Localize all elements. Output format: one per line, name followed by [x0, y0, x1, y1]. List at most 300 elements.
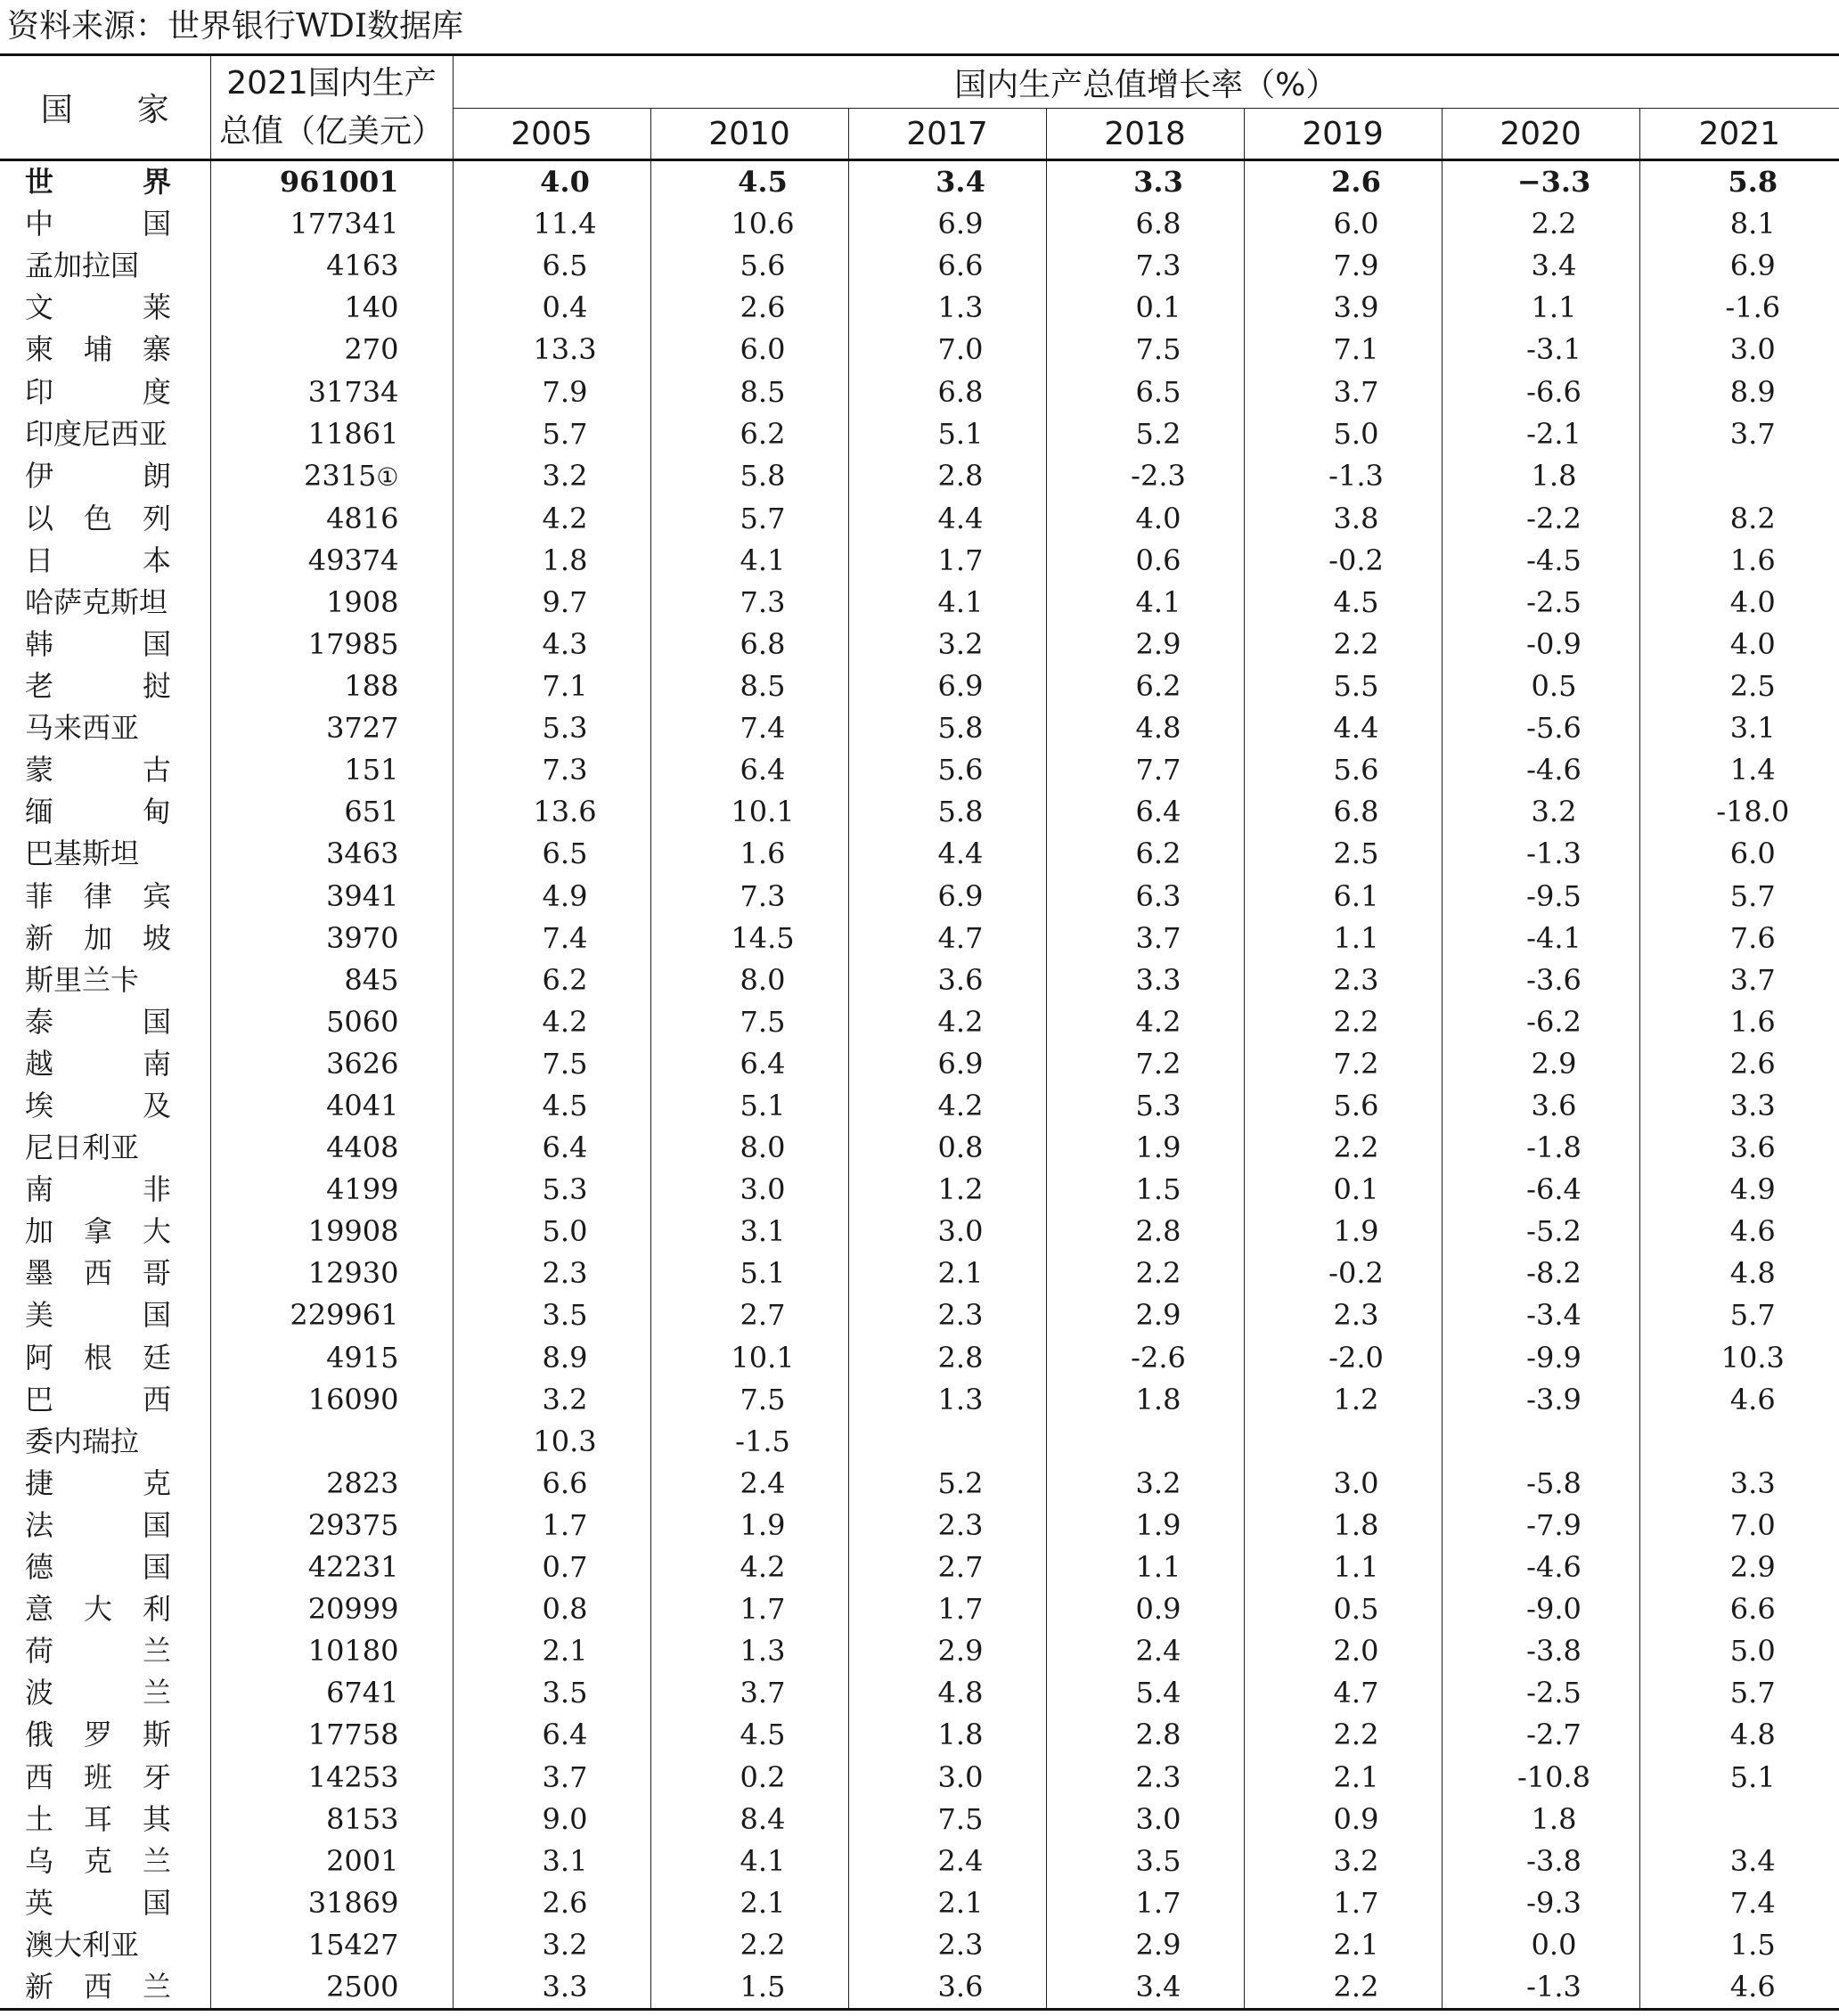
growth-rate-2005: 9.7 — [453, 582, 650, 624]
growth-rate-2020: -3.6 — [1442, 959, 1639, 1001]
country-name-text: 墨 西 哥 — [25, 1256, 171, 1291]
growth-rate-2020: -2.7 — [1442, 1714, 1639, 1756]
growth-rate-2010: 1.5 — [650, 1966, 848, 2010]
country-name-text: 泰 国 — [25, 1004, 171, 1039]
growth-rate-2021: 3.7 — [1729, 962, 1776, 997]
growth-rate-2021: 1.6 — [1729, 543, 1776, 577]
country-name-text: 法 国 — [25, 1507, 171, 1542]
growth-rate-2021: 5.7 — [1729, 1298, 1776, 1333]
growth-rate-2020: -6.4 — [1442, 1169, 1639, 1211]
gdp-value-text: 14253 — [307, 1759, 399, 1794]
country-column-header: 国 家 — [0, 55, 210, 160]
growth-rate-2005: 2.6 — [453, 1882, 650, 1924]
growth-rate-2018: 1.1 — [1046, 1547, 1244, 1588]
country-name-text: 世 界 — [25, 165, 171, 200]
growth-rate-2017: 5.1 — [848, 413, 1046, 455]
growth-rate-2021: 4.8 — [1729, 1256, 1776, 1291]
country-name — [0, 540, 210, 582]
growth-rate-2020: -5.6 — [1442, 707, 1639, 749]
gdp-header-line-1: 2021国内生产 — [226, 64, 437, 102]
growth-rate-2019: 0.9 — [1244, 1799, 1442, 1841]
growth-rate-2018: 2.8 — [1046, 1211, 1244, 1253]
growth-rate-2019: 3.7 — [1244, 371, 1442, 412]
growth-rate-2018: 5.4 — [1046, 1672, 1244, 1714]
growth-rate-2021: 4.6 — [1729, 1214, 1776, 1249]
country-name — [0, 833, 210, 875]
growth-rate-2010: 4.1 — [650, 1841, 848, 1882]
table-row — [0, 1294, 1839, 1336]
country-name-text: 印 度 — [25, 374, 171, 409]
growth-rate-2017: 5.8 — [848, 791, 1046, 833]
table-row — [0, 1421, 1839, 1463]
country-name-text: 柬 埔 寨 — [25, 332, 171, 367]
gdp-2021-value — [210, 540, 453, 582]
growth-rate-2021: 6.0 — [1729, 837, 1776, 871]
growth-rate-2017: 2.1 — [848, 1882, 1046, 1924]
growth-rate-2021: 5.8 — [1728, 165, 1778, 200]
country-name — [0, 1841, 210, 1882]
country-name — [0, 371, 210, 412]
table-row — [0, 707, 1839, 749]
growth-rate-2019: 1.9 — [1244, 1211, 1442, 1253]
growth-rate-2019: 4.7 — [1244, 1672, 1442, 1714]
growth-rate-2019: 2.2 — [1244, 1966, 1442, 2010]
growth-rate-2020: -2.5 — [1442, 582, 1639, 624]
country-name — [0, 1505, 210, 1547]
growth-rate-2005: 4.5 — [453, 1085, 650, 1127]
growth-rate-2017: 2.3 — [848, 1294, 1046, 1336]
country-name-text: 哈萨克斯坦 — [25, 584, 168, 619]
growth-rate-2010: 8.5 — [650, 665, 848, 707]
growth-rate-2019: 2.2 — [1244, 1001, 1442, 1043]
growth-rate-2021: 4.6 — [1639, 1966, 1839, 2010]
growth-rate-2019: 2.1 — [1244, 1924, 1442, 1966]
country-name — [0, 1463, 210, 1505]
table-row — [0, 1043, 1839, 1085]
growth-rate-2017: 1.3 — [848, 287, 1046, 329]
growth-rate-2019: 3.2 — [1244, 1841, 1442, 1882]
growth-rate-2019: 5.0 — [1244, 413, 1442, 455]
growth-rate-2018: -2.6 — [1046, 1337, 1244, 1379]
table-row — [0, 1799, 1839, 1841]
growth-rate-2019: 6.1 — [1244, 876, 1442, 918]
growth-rate-2021: 3.7 — [1729, 416, 1776, 451]
growth-rate-2010: 5.8 — [650, 455, 848, 498]
table-row — [0, 1337, 1839, 1379]
country-name-text: 伊 朗 — [25, 459, 171, 494]
country-name-text: 尼日利亚 — [25, 1130, 140, 1165]
country-name-text: 德 国 — [25, 1550, 171, 1585]
growth-rate-2010: 6.2 — [650, 413, 848, 455]
table-body — [0, 160, 1839, 2010]
growth-rate-2017: 7.5 — [848, 1799, 1046, 1841]
growth-rate-2018: 0.6 — [1046, 540, 1244, 582]
growth-rate-2010: -1.5 — [650, 1421, 848, 1463]
growth-rate-2017: 3.2 — [848, 624, 1046, 665]
growth-rate-2017: 2.1 — [848, 1253, 1046, 1294]
growth-rate-2005: 3.2 — [453, 455, 650, 498]
country-name — [0, 1043, 210, 1085]
country-name-text: 新 加 坡 — [25, 920, 171, 955]
country-name — [0, 1337, 210, 1379]
table-row — [0, 665, 1839, 707]
year-header: 2020 — [1442, 109, 1639, 160]
growth-rate-2017: 6.6 — [848, 245, 1046, 287]
country-name — [0, 707, 210, 749]
growth-rate-2017: 2.8 — [848, 455, 1046, 498]
gdp-2021-value — [210, 1463, 453, 1505]
growth-rate-2005: 7.5 — [453, 1043, 650, 1085]
gdp-value-text: 29375 — [307, 1507, 399, 1542]
table-row — [0, 624, 1839, 665]
country-name — [0, 1630, 210, 1672]
growth-rate-2017: 5.6 — [848, 749, 1046, 791]
growth-rate-2021: 1.6 — [1729, 1004, 1776, 1039]
growth-rate-2005: 5.0 — [453, 1211, 650, 1253]
growth-rate-2019 — [1244, 1421, 1442, 1463]
growth-rate-2018: 6.4 — [1046, 791, 1244, 833]
growth-rate-2020: -5.8 — [1442, 1463, 1639, 1505]
gdp-value-text: 3727 — [326, 711, 399, 746]
growth-rate-2005: 3.5 — [453, 1672, 650, 1714]
growth-rate-2010: 7.4 — [650, 707, 848, 749]
gdp-2021-value — [210, 1672, 453, 1714]
growth-rate-2005: 6.4 — [453, 1714, 650, 1756]
gdp-value-text: 10180 — [307, 1634, 399, 1669]
growth-rate-2021: 10.3 — [1720, 1340, 1785, 1375]
gdp-2021-value — [210, 918, 453, 959]
gdp-value-text: 4408 — [326, 1130, 399, 1165]
growth-rate-2021: 6.6 — [1729, 1592, 1776, 1627]
country-name-text: 埃 及 — [25, 1089, 171, 1123]
table-row — [0, 413, 1839, 455]
growth-rate-2021: 4.0 — [1729, 626, 1776, 661]
growth-rate-2019: 2.5 — [1244, 833, 1442, 875]
growth-rate-2010: 3.7 — [650, 1672, 848, 1714]
growth-rate-2017: 5.2 — [848, 1463, 1046, 1505]
growth-rate-2018: 3.3 — [1046, 959, 1244, 1001]
growth-rate-2020: -0.9 — [1442, 624, 1639, 665]
growth-rate-2020: -9.3 — [1442, 1882, 1639, 1924]
table-row — [0, 1756, 1839, 1798]
country-name — [0, 1127, 210, 1169]
growth-rate-2005: 6.4 — [453, 1127, 650, 1169]
year-header: 2019 — [1244, 109, 1442, 160]
growth-rate-2005: 10.3 — [453, 1421, 650, 1463]
growth-rate-2010: 3.0 — [650, 1169, 848, 1211]
growth-rate-2010: 0.2 — [650, 1756, 848, 1798]
growth-rate-2019: 4.5 — [1244, 582, 1442, 624]
table-row — [0, 498, 1839, 540]
table-row — [0, 749, 1839, 791]
growth-rate-2005: 7.3 — [453, 749, 650, 791]
table-row — [0, 833, 1839, 875]
growth-rate-2018: 4.0 — [1046, 498, 1244, 540]
growth-rate-2021: 3.4 — [1729, 1843, 1776, 1878]
growth-rate-2018: 5.3 — [1046, 1085, 1244, 1127]
country-name — [0, 791, 210, 833]
gdp-value-text: 6741 — [326, 1676, 399, 1710]
growth-rate-2018: 1.9 — [1046, 1127, 1244, 1169]
country-name-text: 意 大 利 — [25, 1592, 171, 1627]
growth-rate-2020: -2.5 — [1442, 1672, 1639, 1714]
gdp-value-text: 270 — [344, 332, 399, 367]
country-name-text: 南 非 — [25, 1172, 171, 1207]
gdp-value-text: 4041 — [326, 1089, 399, 1123]
country-name — [0, 1211, 210, 1253]
footnote-mark: ① — [376, 461, 399, 492]
growth-rate-2010: 2.6 — [650, 287, 848, 329]
growth-rate-2020: -3.8 — [1442, 1841, 1639, 1882]
growth-rate-2017: 2.9 — [848, 1630, 1046, 1672]
growth-rate-2017 — [848, 1421, 1046, 1463]
growth-rate-2005: 9.0 — [453, 1799, 650, 1841]
country-name — [0, 455, 210, 498]
table-row — [0, 1169, 1839, 1211]
gdp-value-text: 17758 — [307, 1718, 399, 1752]
growth-rate-2010: 6.4 — [650, 1043, 848, 1085]
gdp-2021-value — [210, 1294, 453, 1336]
growth-rate-2019: -2.0 — [1244, 1337, 1442, 1379]
gdp-2021-value — [210, 749, 453, 791]
country-name-text: 孟加拉国 — [25, 249, 140, 283]
growth-rate-2019: 3.9 — [1244, 287, 1442, 329]
growth-rate-2021: 3.3 — [1729, 1089, 1776, 1123]
growth-rate-2010: 3.1 — [650, 1211, 848, 1253]
growth-rate-2017: 3.0 — [848, 1211, 1046, 1253]
country-name-text: 委内瑞拉 — [25, 1424, 140, 1458]
country-name-text: 新 西 兰 — [25, 1969, 171, 2004]
growth-rate-2020: -3.8 — [1442, 1630, 1639, 1672]
gdp-value-text: 3970 — [326, 920, 399, 955]
growth-rate-2019: 5.6 — [1244, 1085, 1442, 1127]
growth-rate-2010: 7.5 — [650, 1001, 848, 1043]
growth-rate-2017: 3.0 — [848, 1756, 1046, 1798]
growth-rate-2021: 7.4 — [1729, 1885, 1776, 1920]
growth-rate-2005: 6.5 — [453, 245, 650, 287]
gdp-table — [0, 53, 1839, 2011]
growth-rate-header: 国内生产总值增长率（%） — [453, 55, 1839, 109]
country-name — [0, 1588, 210, 1630]
gdp-2021-value — [210, 1799, 453, 1841]
gdp-2021-value — [210, 287, 453, 329]
growth-rate-2021: 3.0 — [1729, 332, 1776, 367]
growth-rate-2020: -4.1 — [1442, 918, 1639, 959]
table-row — [0, 1127, 1839, 1169]
growth-rate-2018: 7.3 — [1046, 245, 1244, 287]
growth-rate-2005: 7.1 — [453, 665, 650, 707]
gdp-value-text: 4816 — [326, 501, 399, 535]
table-row — [0, 1966, 1839, 2010]
growth-rate-2020: 2.9 — [1442, 1043, 1639, 1085]
growth-rate-2005: 3.2 — [453, 1379, 650, 1421]
gdp-2021-value — [210, 1379, 453, 1421]
growth-rate-2021: 4.6 — [1729, 1382, 1776, 1416]
growth-rate-2005: 2.3 — [453, 1253, 650, 1294]
growth-rate-2017: 3.6 — [848, 959, 1046, 1001]
growth-rate-2010: 6.4 — [650, 749, 848, 791]
growth-rate-2005: 3.2 — [453, 1924, 650, 1966]
country-name — [0, 749, 210, 791]
growth-rate-2021: 5.7 — [1729, 878, 1776, 913]
country-name — [0, 1169, 210, 1211]
growth-rate-2010: 2.1 — [650, 1882, 848, 1924]
country-name-text: 西 班 牙 — [25, 1759, 171, 1794]
growth-rate-2005: 7.4 — [453, 918, 650, 959]
growth-rate-2020: 3.6 — [1442, 1085, 1639, 1127]
growth-rate-2018: 4.8 — [1046, 707, 1244, 749]
gdp-2021-value — [210, 876, 453, 918]
growth-rate-2018: 3.3 — [1046, 160, 1244, 204]
growth-rate-2005: 3.5 — [453, 1294, 650, 1336]
growth-rate-2010: 8.5 — [650, 371, 848, 412]
gdp-2021-value — [210, 1966, 453, 2010]
growth-rate-2017: 2.3 — [848, 1505, 1046, 1547]
growth-rate-2017: 4.4 — [848, 498, 1046, 540]
growth-rate-2020: 0.0 — [1442, 1924, 1639, 1966]
gdp-2021-value — [210, 665, 453, 707]
growth-rate-2010: 7.5 — [650, 1379, 848, 1421]
country-name — [0, 1799, 210, 1841]
gdp-2021-value — [210, 1043, 453, 1085]
country-name-text: 缅 甸 — [25, 795, 171, 829]
gdp-value-text: 4199 — [326, 1172, 399, 1207]
growth-rate-2017: 2.8 — [848, 1337, 1046, 1379]
country-name-text: 俄 罗 斯 — [25, 1718, 171, 1752]
year-header: 2017 — [848, 109, 1046, 160]
gdp-value-text: 2001 — [326, 1843, 399, 1878]
growth-rate-2020: -4.6 — [1442, 749, 1639, 791]
country-name-text: 巴基斯坦 — [25, 837, 140, 871]
table-row — [0, 1253, 1839, 1294]
source-note: 资料来源：世界银行WDI数据库 — [7, 8, 464, 45]
growth-rate-2021: 3.6 — [1729, 1130, 1776, 1165]
table-row — [0, 1379, 1839, 1421]
gdp-2021-value — [210, 959, 453, 1001]
growth-rate-2018: 3.5 — [1046, 1841, 1244, 1882]
gdp-2021-value — [210, 203, 453, 245]
growth-rate-2019: 5.5 — [1244, 665, 1442, 707]
gdp-2021-value — [210, 1169, 453, 1211]
country-name-text: 韩 国 — [25, 626, 171, 661]
growth-rate-2021: 2.5 — [1729, 669, 1776, 704]
growth-rate-2021: 4.0 — [1729, 584, 1776, 619]
growth-rate-2020: -1.8 — [1442, 1127, 1639, 1169]
table-row — [0, 540, 1839, 582]
growth-rate-2020: -6.2 — [1442, 1001, 1639, 1043]
gdp-value-text: 11861 — [307, 416, 399, 451]
country-name-text: 中 国 — [25, 207, 171, 241]
country-name — [0, 1253, 210, 1294]
table-row — [0, 1505, 1839, 1547]
year-header: 2018 — [1046, 109, 1244, 160]
gdp-2021-value — [210, 624, 453, 665]
growth-rate-2017: 1.7 — [848, 1588, 1046, 1630]
growth-rate-2019: 2.3 — [1244, 959, 1442, 1001]
growth-rate-2017: 4.4 — [848, 833, 1046, 875]
growth-rate-2010: 10.6 — [650, 203, 848, 245]
gdp-value-text: 2823 — [326, 1465, 399, 1500]
growth-rate-2019: 6.0 — [1244, 203, 1442, 245]
growth-rate-2019: 2.6 — [1244, 160, 1442, 204]
growth-rate-2021: 2.6 — [1729, 1046, 1776, 1081]
country-name-text: 文 莱 — [25, 290, 171, 325]
growth-rate-2017: 1.8 — [848, 1714, 1046, 1756]
country-name-text: 美 国 — [25, 1298, 171, 1333]
growth-rate-2019: 1.8 — [1244, 1505, 1442, 1547]
gdp-value-text: 4163 — [326, 249, 399, 283]
growth-rate-2018: 1.8 — [1046, 1379, 1244, 1421]
growth-rate-2019: 1.1 — [1244, 918, 1442, 959]
growth-rate-2021: 8.1 — [1729, 207, 1776, 241]
country-name — [0, 413, 210, 455]
table-row — [0, 582, 1839, 624]
growth-rate-2021: 3.1 — [1729, 711, 1776, 746]
gdp-value-text: 4915 — [326, 1340, 399, 1375]
country-name — [0, 498, 210, 540]
gdp-2021-value — [210, 371, 453, 412]
gdp-2021-value — [210, 582, 453, 624]
growth-rate-2020 — [1442, 1421, 1639, 1463]
country-name-text: 越 南 — [25, 1046, 171, 1081]
growth-rate-2005: 5.3 — [453, 1169, 650, 1211]
country-name — [0, 1547, 210, 1588]
growth-rate-2020: -9.0 — [1442, 1588, 1639, 1630]
gdp-2021-value — [210, 1253, 453, 1294]
growth-rate-2019: 7.2 — [1244, 1043, 1442, 1085]
table-row — [0, 160, 1839, 204]
table-row — [0, 1547, 1839, 1588]
gdp-value-text: 5060 — [326, 1004, 399, 1039]
growth-rate-2018: 7.5 — [1046, 329, 1244, 371]
year-header: 2021 — [1639, 109, 1839, 160]
gdp-value-text: 2500 — [326, 1969, 399, 2004]
growth-rate-2019: -1.3 — [1244, 455, 1442, 498]
growth-rate-2020: -9.5 — [1442, 876, 1639, 918]
gdp-value-text: 15427 — [307, 1927, 399, 1962]
growth-rate-2018: 6.8 — [1046, 203, 1244, 245]
growth-rate-2005: 3.7 — [453, 1756, 650, 1798]
growth-rate-2021: 5.7 — [1729, 1676, 1776, 1710]
country-name — [0, 959, 210, 1001]
growth-rate-2005: 4.2 — [453, 1001, 650, 1043]
growth-rate-2018: 2.8 — [1046, 1714, 1244, 1756]
growth-rate-2019: 7.1 — [1244, 329, 1442, 371]
growth-rate-2018: 7.7 — [1046, 749, 1244, 791]
growth-rate-2020: 1.1 — [1442, 287, 1639, 329]
country-name-text: 澳大利亚 — [25, 1927, 140, 1962]
country-name-text: 巴 西 — [25, 1382, 171, 1416]
growth-rate-2018: 4.2 — [1046, 1001, 1244, 1043]
table-row — [0, 455, 1839, 498]
gdp-value-text: 2315 — [303, 458, 377, 493]
country-name — [0, 160, 210, 204]
gdp-2021-value — [210, 1924, 453, 1966]
growth-rate-2017: 6.8 — [848, 371, 1046, 412]
growth-rate-2010: 1.9 — [650, 1505, 848, 1547]
growth-rate-2021: 4.9 — [1729, 1172, 1776, 1207]
country-name-text: 印度尼西亚 — [25, 416, 168, 451]
growth-rate-2020: -6.6 — [1442, 371, 1639, 412]
growth-rate-2005: 3.1 — [453, 1841, 650, 1882]
gdp-value-text: 17985 — [307, 626, 399, 661]
table-row — [0, 959, 1839, 1001]
growth-rate-2017: 2.7 — [848, 1547, 1046, 1588]
table-row — [0, 1882, 1839, 1924]
gdp-2021-value — [210, 1756, 453, 1798]
growth-rate-2010: 2.4 — [650, 1463, 848, 1505]
growth-rate-2021: -1.6 — [1725, 290, 1781, 325]
